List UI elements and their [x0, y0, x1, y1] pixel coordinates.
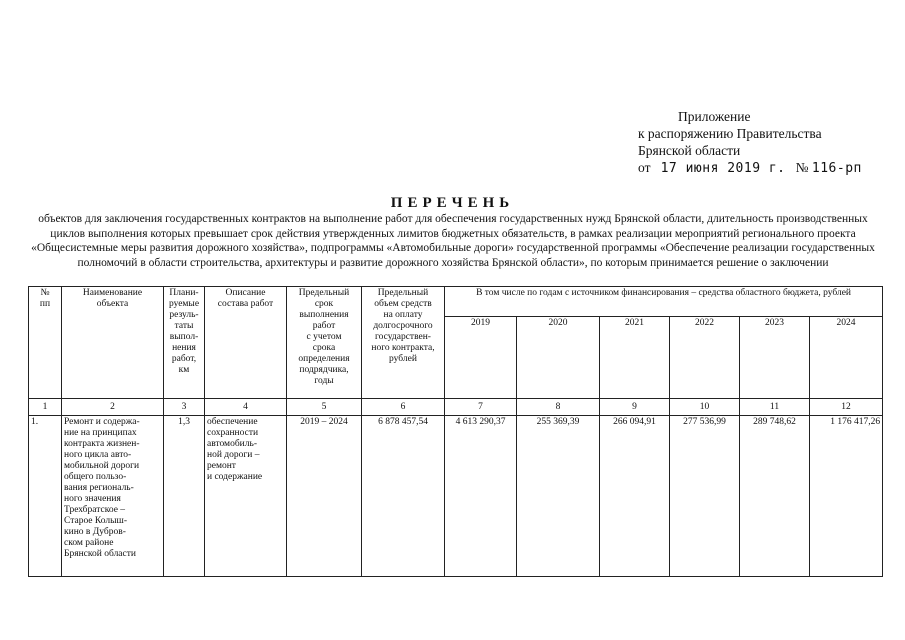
row-description: обеспечение сохранности автомобиль- ной дороги – ремонт и содержание	[205, 416, 287, 577]
row-2022: 277 536,99	[670, 416, 740, 577]
appendix-title: Приложение	[678, 109, 751, 124]
document-subtitle: объектов для заключения государственных контрактов на выполнение работ для обеспечения государственных нужд Брянской области, длительность производственных циклов выполнения которых превышает срок действия утвержденных лимитов бюджетных обязательств, в рамках реализации мероприятий регионального проекта «Общесистемные меры развития дорожного хозяйства», подпрограммы «Автомобильные дороги» государственной программы «Обеспечение реализации государственных полномочий в области строительства, архитектуры и развитие дорожного хозяйства Брянской области», по которым принимается решение о заключении	[31, 213, 875, 269]
col-number: 2	[62, 399, 164, 416]
col-number: 7	[445, 399, 517, 416]
col-number: 10	[670, 399, 740, 416]
header-name: Наименование объекта	[62, 287, 164, 399]
appendix-line2: к распоряжению Правительства	[638, 126, 822, 141]
date-value: 17 июня 2019 г.	[660, 161, 786, 176]
col-number: 6	[362, 399, 445, 416]
appendix-date-row	[638, 159, 898, 177]
col-number: 9	[600, 399, 670, 416]
row-2021: 266 094,91	[600, 416, 670, 577]
col-number: 1	[29, 399, 62, 416]
document-title: ПЕРЕЧЕНЬ	[390, 195, 515, 211]
row-planned: 1,3	[164, 416, 205, 577]
header-volume: Предельный объем средств на оплату долгосрочного государствен- ного контракта, рублей	[362, 287, 445, 399]
table-row	[29, 416, 883, 577]
row-2019: 4 613 290,37	[445, 416, 517, 577]
header-year-2023: 2023	[740, 317, 810, 399]
header-year-2019: 2019	[445, 317, 517, 399]
col-number: 12	[810, 399, 883, 416]
header-year-2024: 2024	[810, 317, 883, 399]
header-years-group: В том числе по годам с источником финансирования – средства областного бюджета, рублей	[445, 287, 883, 317]
row-name: Ремонт и содержа- ние на принципах контракта жизнен- ного цикла авто- мобильной дороги общего пользо- вания региональ- ного значения Трехбратское – Старое Колыш- кино в Дубров- ском районе Брянской области	[62, 416, 164, 577]
appendix-block	[638, 108, 898, 177]
number-value: 116-рп	[811, 161, 862, 176]
objects-table	[28, 286, 883, 577]
header-row	[29, 287, 883, 317]
header-term: Предельный срок выполнения работ с учетом срока определения подрядчика, годы	[287, 287, 362, 399]
row-volume: 6 878 457,54	[362, 416, 445, 577]
column-numbers-row	[29, 399, 883, 416]
col-number: 3	[164, 399, 205, 416]
row-2024: 1 176 417,26	[810, 416, 883, 577]
header-num: № пп	[29, 287, 62, 399]
row-term: 2019 – 2024	[287, 416, 362, 577]
appendix-line3: Брянской области	[638, 143, 741, 158]
header-planned: Плани- руемые резуль- таты выпол- нения работ, км	[164, 287, 205, 399]
col-number: 11	[740, 399, 810, 416]
row-2020: 255 369,39	[517, 416, 600, 577]
date-prefix: от	[638, 160, 651, 175]
row-2023: 289 748,62	[740, 416, 810, 577]
row-num: 1.	[29, 416, 62, 577]
col-number: 8	[517, 399, 600, 416]
header-year-2021: 2021	[600, 317, 670, 399]
header-year-2020: 2020	[517, 317, 600, 399]
col-number: 4	[205, 399, 287, 416]
header-year-2022: 2022	[670, 317, 740, 399]
col-number: 5	[287, 399, 362, 416]
header-description: Описание состава работ	[205, 287, 287, 399]
number-prefix: №	[795, 160, 809, 175]
